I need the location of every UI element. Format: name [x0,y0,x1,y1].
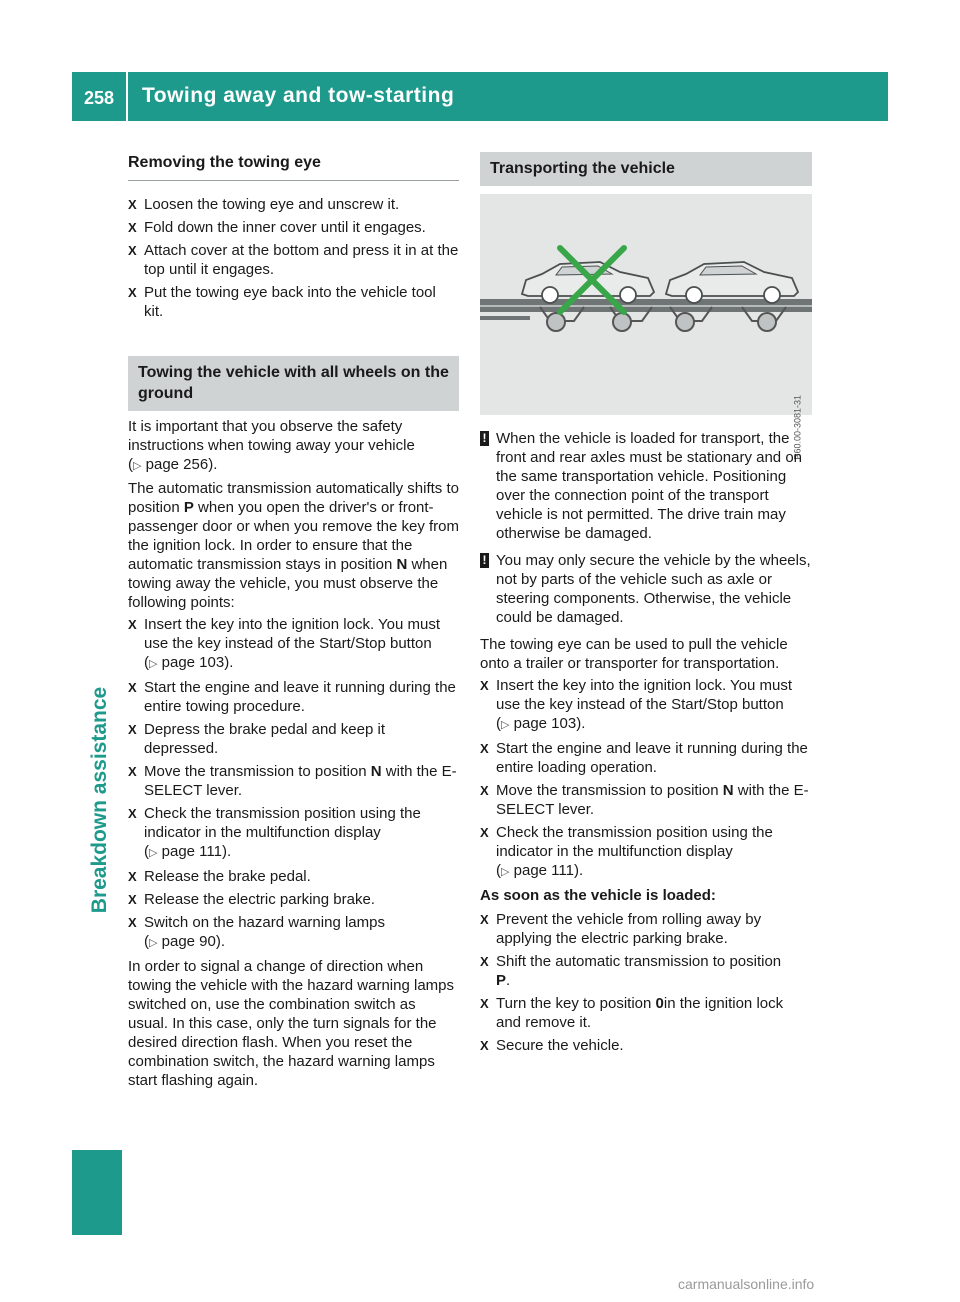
trailer-wheel [758,313,776,331]
closing-paragraph: In order to signal a change of direction when towing the vehicle with the hazard warning lamps switched on, use the combination switch as usual. In this case, only the turn signals for the desired direction flash. When you reset the combination switch, the hazard warning lamps start flashing again. [128,958,455,1089]
step-arrow-icon: X [128,220,137,235]
page-reference[interactable]: page 111). [513,862,584,879]
deck-top [480,299,812,305]
auto-transmission-paragraph: The automatic transmission automatically shifts to position P when you open the driver's or front-passenger door or when you remove the key from the ignition lock. In order to ensure that the automatic transmission stays in position N when towing away the vehicle, you must observe the following points: [128,480,460,611]
page-ref-icon: ▷ [501,719,510,731]
list-item: X Shift the automatic transmission to position P. [480,953,782,989]
step-arrow-icon: X [480,954,489,969]
list-item: X Release the electric parking brake. [128,891,375,908]
step-arrow-icon: X [480,825,489,840]
list-item: X Start the engine and leave it running during the entire towing procedure. [128,679,456,715]
removing-steps [128,195,459,321]
towing-steps [128,615,459,953]
side-section-label: Breakdown assistance [88,686,111,914]
trailer-wheel [547,313,565,331]
loaded-steps [480,910,812,1055]
deck-left-end [480,316,530,320]
page-title: Towing away and tow-starting [142,84,455,107]
list-item: X Loosen the towing eye and unscrew it. [128,196,400,213]
list-item: X Move the transmission to position N with the E-SELECT lever. [128,763,457,799]
car-wheel [764,287,780,303]
list-item: X Depress the brake pedal and keep it depressed. [128,721,385,757]
transport-steps [480,676,812,882]
list-item: X Switch on the hazard warning lamps (▷ page 90). [128,914,385,950]
step-arrow-icon: X [128,680,137,695]
list-item: X Insert the key into the ignition lock. You must use the key instead of the Start/Stop button (▷ page 103). [480,677,793,732]
warning-note: ! When the vehicle is loaded for transport, the front and rear axles must be stationary and on the same transportation vehicle. Positioning over the connection point of the transport vehicle is not permitted. The drive train may otherwise be damaged. [480,429,812,543]
figure-code: P60.00-3081-31 [793,395,803,460]
left-column [128,152,459,1093]
transport-diagram [480,194,812,415]
list-item: X Start the engine and leave it running during the entire loading operation. [480,740,808,776]
step-arrow-icon: X [128,285,137,300]
header-divider [126,72,128,121]
step-arrow-icon: X [480,1038,489,1053]
step-arrow-icon: X [480,741,489,756]
page-reference[interactable]: page 111). [161,843,232,860]
list-item: X Move the transmission to position N with the E-SELECT lever. [480,782,809,818]
warning-note: ! You may only secure the vehicle by the wheels, not by parts of the vehicle such as axle or steering components. Otherwise, the vehicle could be damaged. [480,551,812,627]
list-item: X Prevent the vehicle from rolling away by applying the electric parking brake. [480,911,762,947]
page-reference[interactable]: page 90). [161,933,226,950]
trailer-wheel [676,313,694,331]
step-arrow-icon: X [128,197,137,212]
page-reference[interactable]: page 103). [161,654,234,671]
page-ref-icon: ▷ [501,866,510,878]
step-arrow-icon: X [128,764,137,779]
step-arrow-icon: X [128,915,137,930]
step-arrow-icon: X [128,617,137,632]
page-ref-icon: ▷ [149,937,158,949]
step-arrow-icon: X [480,783,489,798]
car-wheel [620,287,636,303]
page-number: 258 [84,88,115,108]
intro-paragraph: It is important that you observe the safety instructions when towing away your vehicle (▷ page 256). [128,418,415,473]
deck-bottom [480,307,812,312]
transport-illustration [480,194,812,460]
page-reference[interactable]: page 256). [145,456,218,473]
list-item: X Insert the key into the ignition lock. You must use the key instead of the Start/Stop button (▷ page 103). [128,616,441,671]
list-item: X Check the transmission position using the indicator in the multifunction display (▷ page 111). [480,824,773,879]
step-arrow-icon: X [480,996,489,1011]
list-item: X Attach cover at the bottom and press it in at the top until it engages. [128,242,459,278]
car-wheel [542,287,558,303]
car-wheel [686,287,702,303]
list-item: X Put the towing eye back into the vehicle tool kit. [128,284,436,320]
page-reference[interactable]: page 103). [513,715,586,732]
watermark: carmanualsonline.info [678,1276,815,1292]
page-ref-icon: ▷ [133,460,142,472]
list-item: X Turn the key to position 0in the ignition lock and remove it. [480,995,784,1031]
deck-mid [480,305,812,307]
step-arrow-icon: X [128,869,137,884]
trailer-wheel [613,313,631,331]
list-item: X Secure the vehicle. [480,1037,624,1054]
list-item: X Check the transmission position using the indicator in the multifunction display (▷ page 111). [128,805,421,860]
list-item: X Release the brake pedal. [128,868,311,885]
page-ref-icon: ▷ [149,658,158,670]
step-arrow-icon: X [128,722,137,737]
warning-icon: ! [480,553,489,568]
towing-section-heading: Towing the vehicle with all wheels on the ground [128,356,459,411]
step-arrow-icon: X [128,892,137,907]
loaded-heading: As soon as the vehicle is loaded: [480,887,716,904]
transport-section-heading: Transporting the vehicle [480,152,812,186]
towing-eye-paragraph: The towing eye can be used to pull the vehicle onto a trailer or transporter for transportation. [480,636,788,672]
step-arrow-icon: X [128,806,137,821]
warning-icon: ! [480,431,489,446]
step-arrow-icon: X [480,678,489,693]
removing-heading: Removing the towing eye [128,152,459,181]
list-item: X Fold down the inner cover until it engages. [128,219,426,236]
page-ref-icon: ▷ [149,847,158,859]
right-column [480,152,812,1059]
step-arrow-icon: X [128,243,137,258]
side-tab-marker [72,1150,122,1235]
step-arrow-icon: X [480,912,489,927]
